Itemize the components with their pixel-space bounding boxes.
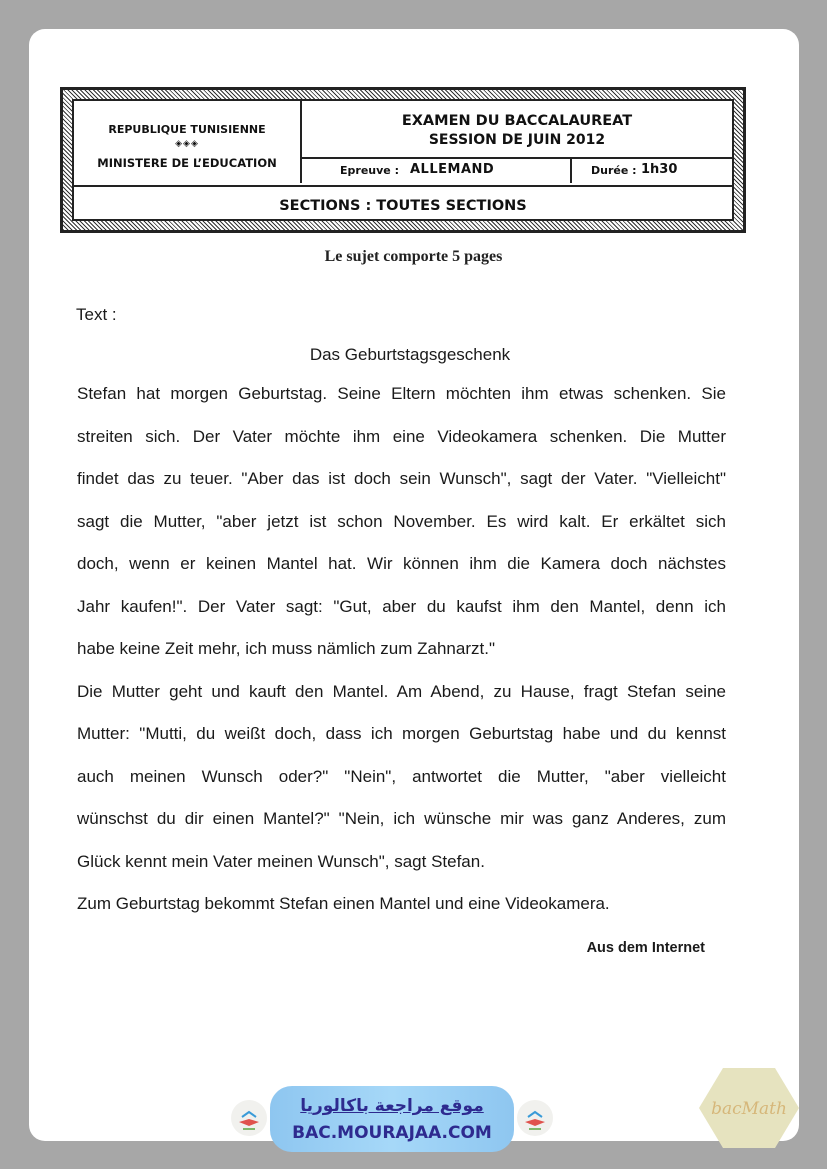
epreuve-value: ALLEMAND bbox=[410, 162, 495, 177]
issuer-block bbox=[74, 101, 302, 183]
story-body bbox=[77, 384, 726, 937]
exam-session: SESSION DE JUIN 2012 bbox=[428, 132, 606, 148]
story-line: Jahr kaufen!". Der Vater sagt: "Gut, aber du kaufst ihm den Mantel, denn ich bbox=[77, 596, 726, 616]
book-logo-icon bbox=[517, 1100, 553, 1136]
duree-label: Durée : bbox=[591, 164, 637, 177]
story-line: Zum Geburtstag bekommt Stefan einen Mantel und eine Videokamera. bbox=[77, 894, 610, 913]
story-line: Glück kennt mein Vater meinen Wunsch", sagt Stefan. bbox=[77, 851, 485, 871]
bacmath-logo bbox=[697, 1066, 801, 1150]
story-line: habe keine Zeit mehr, ich muss nämlich zum Zahnarzt." bbox=[77, 639, 495, 658]
duree-value: 1h30 bbox=[641, 162, 678, 177]
text-label: Text : bbox=[76, 305, 117, 324]
book-logo-icon bbox=[231, 1100, 267, 1136]
epreuve-label: Epreuve : bbox=[340, 164, 399, 177]
site-url[interactable]: BAC.MOURAJAA.COM bbox=[292, 1123, 492, 1143]
story-line: Mutter: "Mutti, du weißt doch, dass ich morgen Geburtstag habe und du kennst bbox=[77, 724, 726, 743]
story-title: Das Geburtstagsgeschenk bbox=[309, 345, 511, 364]
site-banner[interactable] bbox=[270, 1086, 514, 1152]
exam-title: EXAMEN DU BACCALAUREAT bbox=[401, 113, 633, 129]
story-line: findet das zu teuer. "Aber das ist doch sein Wunsch", sagt der Vater. "Vielleicht" bbox=[77, 469, 726, 488]
story-line: Die Mutter geht und kauft den Mantel. Am Abend, zu Hause, fragt Stefan seine bbox=[77, 681, 726, 701]
story-line: Stefan hat morgen Geburtstag. Seine Eltern möchten ihm etwas schenken. Sie bbox=[77, 384, 726, 403]
exam-title-block bbox=[302, 101, 732, 159]
exam-header-inner bbox=[72, 99, 734, 221]
bacmath-logo-text: bacMath bbox=[711, 1099, 787, 1119]
story-line: wünschst du dir einen Mantel?" "Nein, ich wünsche mir was ganz Anderes, zum bbox=[77, 809, 726, 828]
story-line: auch meinen Wunsch oder?" "Nein", antwortet die Mutter, "aber vielleicht bbox=[77, 766, 726, 786]
exam-header bbox=[60, 87, 746, 233]
ornament: ◈◈◈ bbox=[175, 139, 199, 149]
story-line: streiten sich. Der Vater möchte ihm eine Videokamera schenken. Die Mutter bbox=[77, 426, 726, 446]
site-name-arabic[interactable]: موقع مراجعة باكالوريا bbox=[300, 1096, 484, 1116]
story-line: doch, wenn er keinen Mantel hat. Wir können ihm die Kamera doch nächstes bbox=[77, 554, 726, 573]
country-name: REPUBLIQUE TUNISIENNE bbox=[108, 123, 266, 136]
story-line: sagt die Mutter, "aber jetzt ist schon November. Es wird kalt. Er erkältet sich bbox=[77, 511, 726, 531]
page-count-note: Le sujet comporte 5 pages bbox=[324, 248, 503, 265]
source-credit: Aus dem Internet bbox=[586, 940, 705, 956]
ministry-name: MINISTERE DE L’EDUCATION bbox=[97, 156, 277, 170]
sections-row: SECTIONS : TOUTES SECTIONS bbox=[74, 185, 732, 226]
info-divider bbox=[570, 159, 572, 183]
exam-info-row bbox=[302, 159, 732, 183]
